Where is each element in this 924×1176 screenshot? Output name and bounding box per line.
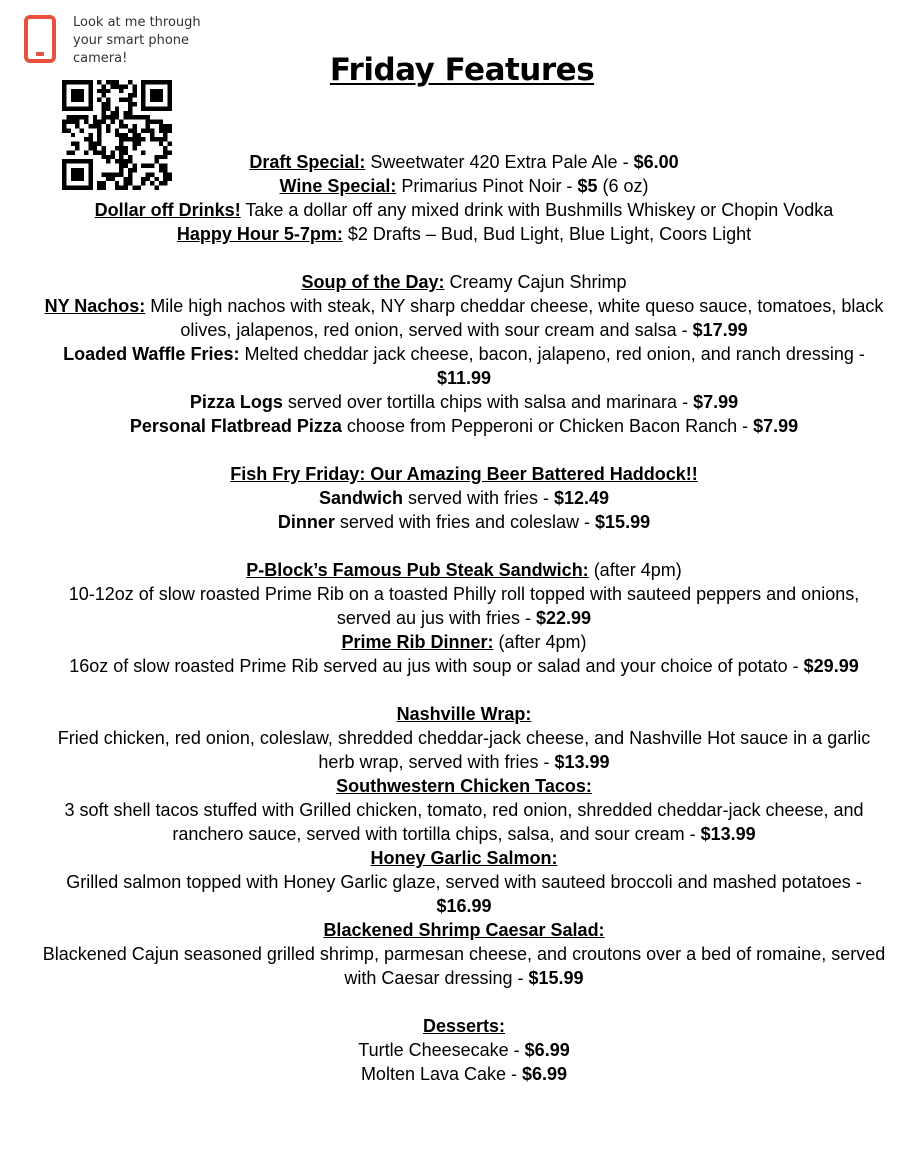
turtle-cheesecake [40, 1038, 888, 1062]
nashville-wrap-price: $13.99 [554, 752, 610, 772]
prime-rib-desc [40, 654, 888, 678]
waffle-label: Loaded Waffle Fries: [63, 344, 240, 364]
nashville-wrap-text: Fried chicken, red onion, coleslaw, shredded cheddar-jack cheese, and Nashville Hot sauce in a garlic herb wrap, served with fries - [57, 728, 871, 772]
fish-sandwich-price: $12.49 [554, 488, 610, 508]
flatbread-text: choose from Pepperoni or Chicken Bacon Ranch - [341, 416, 754, 436]
steak-sandwich-desc [40, 582, 888, 630]
soup-text: Creamy Cajun Shrimp [444, 272, 627, 292]
chicken-tacos-heading [40, 774, 888, 798]
nashville-wrap-label: Nashville Wrap: [396, 704, 532, 724]
wine-special [40, 174, 888, 198]
steak-sandwich-heading [40, 558, 888, 582]
fish-sandwich-label: Sandwich [318, 488, 403, 508]
honey-salmon-price: $16.99 [436, 896, 492, 916]
soup-label: Soup of the Day: [301, 272, 445, 292]
draft-special-text: Sweetwater 420 Extra Pale Ale - [365, 152, 634, 172]
nashville-wrap-heading [40, 702, 888, 726]
nachos-label: NY Nachos: [44, 296, 146, 316]
waffle-text: Melted cheddar jack cheese, bacon, jalapeno, red onion, and ranch dressing - [239, 344, 865, 364]
nachos-price: $17.99 [692, 320, 748, 340]
dollar-off-drinks [40, 198, 888, 222]
qr-caption-line: your smart phone [73, 33, 190, 48]
steak-sandwich-text: 10-12oz of slow roasted Prime Rib on a toasted Philly roll topped with sauteed peppers and onions, served au jus with fries - [68, 584, 860, 628]
chicken-tacos-desc [40, 798, 888, 846]
honey-salmon-text: Grilled salmon topped with Honey Garlic glaze, served with sauteed broccoli and mashed potatoes - [66, 872, 862, 892]
molten-lava-cake [40, 1062, 888, 1086]
draft-special-price: $6.00 [633, 152, 679, 172]
caesar-salad-heading [40, 918, 888, 942]
turtle-cheesecake-text: Turtle Cheesecake - [358, 1040, 525, 1060]
desserts-heading [40, 1014, 888, 1038]
fish-dinner-text: served with fries and coleslaw - [334, 512, 596, 532]
lava-cake-price: $6.99 [522, 1064, 568, 1084]
waffle-price: $11.99 [436, 368, 492, 388]
dollar-off-label: Dollar off Drinks! [94, 200, 241, 220]
pizza-logs [40, 390, 888, 414]
honey-salmon-desc [40, 870, 888, 918]
flatbread-pizza [40, 414, 888, 438]
nachos-text: Mile high nachos with steak, NY sharp cheddar cheese, white queso sauce, tomatoes, black olives, jalapenos, red onion, served with sour cream and salsa - [145, 296, 884, 340]
fish-dinner-price: $15.99 [595, 512, 651, 532]
loaded-waffle-fries [40, 342, 888, 390]
wine-special-price: $5 [577, 176, 598, 196]
prime-rib-heading [40, 630, 888, 654]
pizza-logs-text: served over tortilla chips with salsa and marinara - [282, 392, 694, 412]
fish-sandwich [40, 486, 888, 510]
steak-sandwich-note: (after 4pm) [588, 560, 682, 580]
prime-rib-note: (after 4pm) [493, 632, 587, 652]
steak-sandwich-price: $22.99 [536, 608, 592, 628]
chicken-tacos-text: 3 soft shell tacos stuffed with Grilled chicken, tomato, red onion, shredded cheddar-jack cheese, and ranchero sauce, served with tortilla chips, salsa, and sour cream - [64, 800, 864, 844]
pizza-logs-label: Pizza Logs [189, 392, 283, 412]
caesar-salad-label: Blackened Shrimp Caesar Salad: [323, 920, 605, 940]
honey-salmon-heading [40, 846, 888, 870]
honey-salmon-label: Honey Garlic Salmon: [370, 848, 558, 868]
steak-sandwich-label: P-Block’s Famous Pub Steak Sandwich: [246, 560, 589, 580]
page-title: Friday Features [329, 52, 595, 88]
happy-hour-label: Happy Hour 5-7pm: [176, 224, 343, 244]
happy-hour-text: $2 Drafts – Bud, Bud Light, Blue Light, Coors Light [342, 224, 752, 244]
fish-fry-heading [40, 462, 888, 486]
prime-rib-text: 16oz of slow roasted Prime Rib served au jus with soup or salad and your choice of potato - [69, 656, 804, 676]
lava-cake-text: Molten Lava Cake - [360, 1064, 523, 1084]
qr-caption-line: Look at me through [73, 15, 201, 30]
prime-rib-price: $29.99 [803, 656, 859, 676]
wine-special-size: (6 oz) [597, 176, 649, 196]
menu-body [40, 150, 888, 1086]
prime-rib-label: Prime Rib Dinner: [341, 632, 494, 652]
qr-caption-line: camera! [73, 51, 128, 66]
caesar-salad-price: $15.99 [528, 968, 584, 988]
fish-sandwich-text: served with fries - [402, 488, 554, 508]
desserts-label: Desserts: [422, 1016, 506, 1036]
chicken-tacos-label: Southwestern Chicken Tacos: [336, 776, 592, 796]
draft-special [40, 150, 888, 174]
turtle-cheesecake-price: $6.99 [524, 1040, 570, 1060]
fish-dinner-label: Dinner [277, 512, 335, 532]
flatbread-label: Personal Flatbread Pizza [129, 416, 342, 436]
caesar-salad-desc [40, 942, 888, 990]
wine-special-label: Wine Special: [279, 176, 397, 196]
dollar-off-text: Take a dollar off any mixed drink with Bushmills Whiskey or Chopin Vodka [240, 200, 834, 220]
soup-of-day [40, 270, 888, 294]
happy-hour [40, 222, 888, 246]
ny-nachos [40, 294, 888, 342]
caesar-salad-text: Blackened Cajun seasoned grilled shrimp, parmesan cheese, and croutons over a bed of romaine, served with Caesar dressing - [42, 944, 886, 988]
nashville-wrap-desc [40, 726, 888, 774]
flatbread-price: $7.99 [753, 416, 799, 436]
fish-fry-label: Fish Fry Friday: Our Amazing Beer Battered Haddock!! [230, 464, 698, 484]
chicken-tacos-price: $13.99 [700, 824, 756, 844]
wine-special-text: Primarius Pinot Noir - [396, 176, 578, 196]
draft-special-label: Draft Special: [249, 152, 366, 172]
fish-dinner [40, 510, 888, 534]
pizza-logs-price: $7.99 [693, 392, 739, 412]
